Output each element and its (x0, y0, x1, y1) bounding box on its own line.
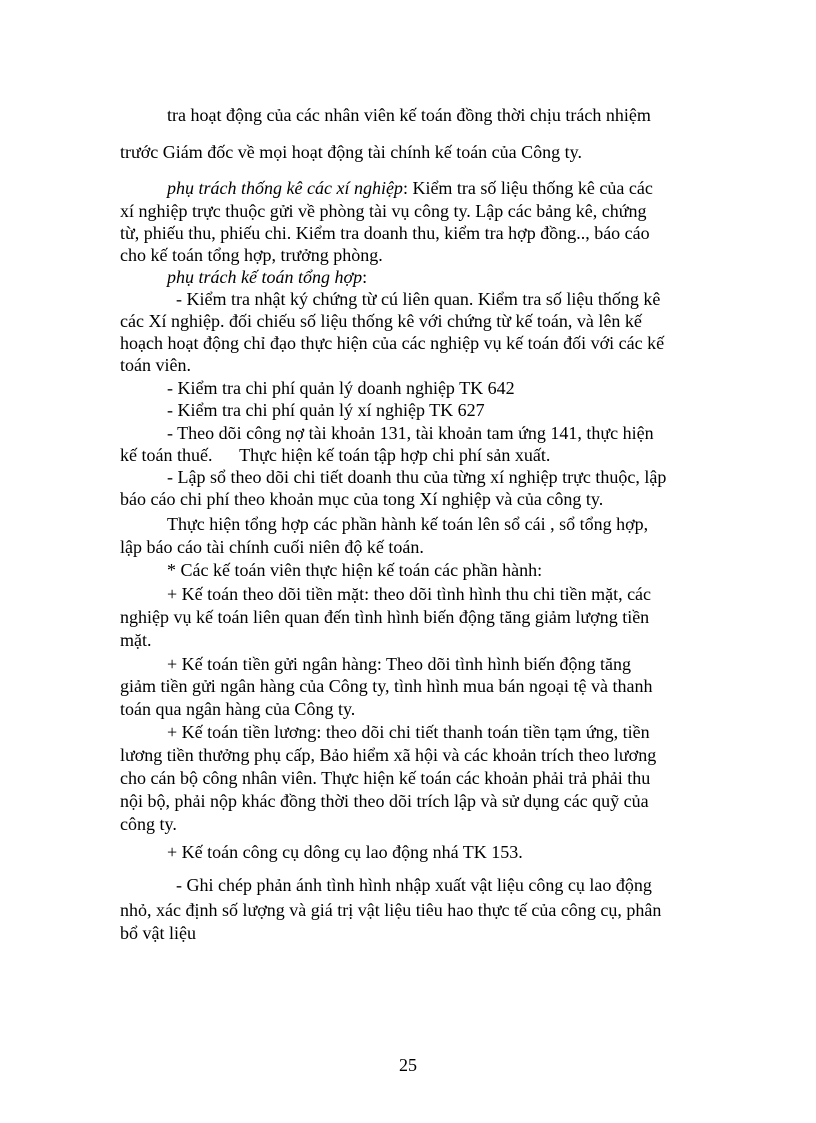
text-line: + Kế toán theo dõi tiền mặt: theo dõi tình hình thu chi tiền mặt, các (167, 584, 652, 604)
text-line: nghiệp vụ kế toán liên quan đến tình hình biến động tăng giảm lượng tiền (120, 607, 650, 627)
text-line: + Kế toán tiền gửi ngân hàng: Theo dõi tình hình biến động tăng (167, 654, 632, 674)
text-line: các Xí nghiệp. đối chiếu số liệu thống kê với chứng từ kế toán, và lên kế (120, 311, 642, 331)
text-line: trước Giám đốc về mọi hoạt động tài chính kế toán của Công ty. (120, 142, 582, 162)
text-line: tra hoạt động của các nhân viên kế toán đồng thời chịu trách nhiệm (167, 105, 651, 125)
text-line: lương tiền thưởng phụ cấp, Bảo hiểm xã hội và các khoản trích theo lương (120, 745, 657, 765)
text-line: công ty. (120, 814, 177, 834)
text-line: cho kế toán tổng hợp, trưởng phòng. (120, 245, 383, 265)
text-line: - Ghi chép phản ánh tình hình nhập xuất vật liệu công cụ lao động (176, 875, 652, 895)
text-line: - Kiểm tra chi phí quản lý doanh nghiệp TK 642 (167, 378, 515, 398)
text-line: báo cáo chi phí theo khoản mục của tong Xí nghiệp và của công ty. (120, 489, 604, 509)
text-line: + Kế toán công cụ dông cụ lao động nhá TK 153. (167, 842, 523, 862)
text-line: cho cán bộ công nhân viên. Thực hiện kế toán các khoản phải trả phải thu (120, 768, 651, 788)
text-run: : (362, 267, 368, 287)
text-line: - Kiểm tra chi phí quản lý xí nghiệp TK 627 (167, 400, 485, 420)
text-line: - Kiểm tra nhật ký chứng từ cú liên quan. Kiểm tra số liệu thống kê (176, 289, 661, 309)
text-line: giảm tiền gửi ngân hàng của Công ty, tình hình mua bán ngoại tệ và thanh (120, 676, 653, 696)
text-line: từ, phiếu thu, phiếu chi. Kiểm tra doanh thu, kiểm tra hợp đồng.., báo cáo (120, 223, 650, 243)
text-line: xí nghiệp trực thuộc gửi về phòng tài vụ công ty. Lập các bảng kê, chứng (120, 201, 647, 221)
text-line: - Lập sổ theo dõi chi tiết doanh thu của từng xí nghiệp trực thuộc, lập (167, 467, 667, 487)
text-line: Thực hiện tổng hợp các phần hành kế toán lên sổ cái , sổ tổng hợp, (167, 514, 649, 534)
text-line: * Các kế toán viên thực hiện kế toán các phần hành: (167, 560, 543, 580)
text-line: bổ vật liệu (120, 923, 196, 943)
text-line: - Theo dõi công nợ tài khoản 131, tài khoản tam ứng 141, thực hiện (167, 423, 654, 443)
text-line: lập báo cáo tài chính cuối niên độ kế toán. (120, 537, 424, 557)
text-line: nội bộ, phải nộp khác đồng thời theo dõi trích lập và sử dụng các quỹ của (120, 791, 649, 811)
text-line: toán viên. (120, 355, 191, 375)
text-run: : Kiểm tra số liệu thống kê của các (402, 178, 653, 198)
text-line: nhỏ, xác định số lượng và giá trị vật liệu tiêu hao thực tế của công cụ, phân (120, 900, 662, 920)
text-line (167, 177, 685, 199)
page-number: 25 (399, 1055, 417, 1075)
text-line: + Kế toán tiền lương: theo dõi chi tiết thanh toán tiền tạm ứng, tiền (167, 722, 650, 742)
text-line: mặt. (120, 630, 152, 650)
text-line (167, 266, 685, 288)
italic-heading: phụ trách thống kê các xí nghiệp (167, 178, 403, 198)
text-line: kế toán thuế. Thực hiện kế toán tập hợp chi phí sản xuất. (120, 445, 551, 465)
text-line: toán qua ngân hàng của Công ty. (120, 699, 356, 719)
text-line: hoạch hoạt động chỉ đạo thực hiện của các nghiệp vụ kế toán đối với các kế (120, 333, 665, 353)
italic-heading: phụ trách kế toán tổng hợp (167, 267, 363, 287)
